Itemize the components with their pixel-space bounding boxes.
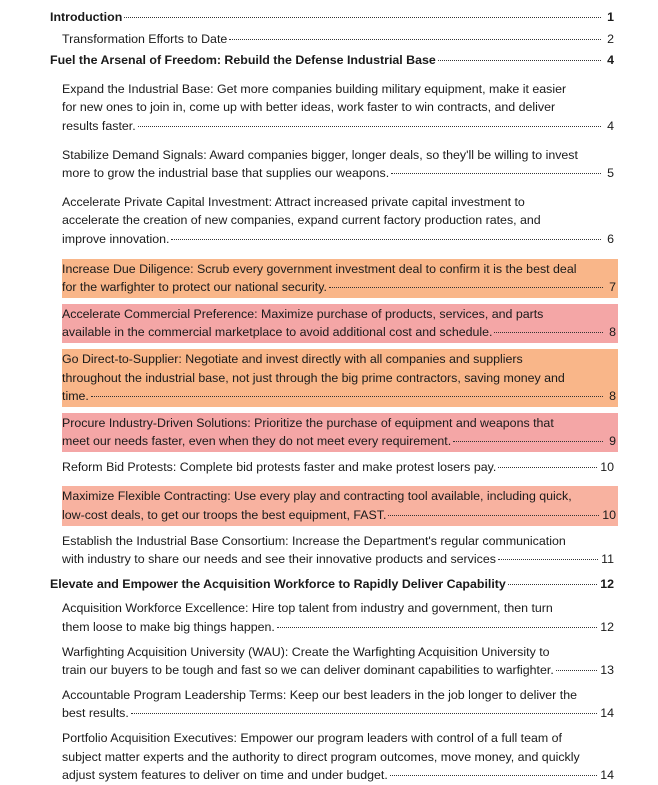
page-number: 9: [609, 434, 616, 449]
toc-entry-line: Increase Due Diligence: Scrub every government investment deal to confirm it is the best deal: [62, 261, 577, 276]
toc-entry-text: low-cost deals, to get our troops the best equipment, FAST.: [62, 508, 387, 523]
toc-entry-warfighting-acquisition-university[interactable]: [62, 643, 614, 680]
dot-leader: [124, 17, 601, 18]
toc-entry-text: results faster.: [62, 118, 136, 133]
dot-leader: [138, 126, 601, 127]
dot-leader: [438, 60, 601, 61]
toc-entry-text: best results.: [62, 706, 129, 721]
page-number: 14: [600, 768, 614, 783]
page-number: 12: [600, 620, 614, 635]
page-number: 2: [607, 31, 614, 46]
toc-entry-text: time.: [62, 389, 89, 404]
toc-entry-fuel-the-arsenal[interactable]: [50, 51, 614, 70]
dot-leader: [494, 332, 603, 333]
page-number: 8: [609, 325, 616, 340]
dot-leader: [91, 396, 603, 397]
toc-entry-elevate-and-empower[interactable]: [50, 575, 614, 594]
page-number: 11: [601, 552, 614, 567]
toc-entry-line: Procure Industry-Driven Solutions: Prioritize the purchase of equipment and weapons that: [62, 415, 554, 430]
toc-entry-text: Elevate and Empower the Acquisition Workforce to Rapidly Deliver Capability: [50, 576, 506, 591]
dot-leader: [556, 670, 597, 671]
page-number: 12: [600, 576, 614, 591]
toc-entry-line: Expand the Industrial Base: Get more companies building military equipment, make it easier: [62, 81, 567, 96]
dot-leader: [390, 775, 597, 776]
toc-entry-line: Accountable Program Leadership Terms: Keep our best leaders in the job longer to deliver the: [62, 687, 577, 702]
page-number: 13: [600, 663, 614, 678]
toc-entry-accelerate-commercial-preference[interactable]: [62, 304, 614, 343]
dot-leader: [171, 239, 601, 240]
toc-entry-line: accelerate the creation of new companies, expand current factory production rates, and: [62, 213, 541, 228]
page-number: 10: [600, 459, 614, 474]
toc-entry-maximize-flexible-contracting[interactable]: [62, 486, 614, 525]
dot-leader: [277, 627, 597, 628]
highlight: [62, 486, 618, 525]
toc-entry-accelerate-private-capital[interactable]: [62, 193, 614, 249]
dot-leader: [498, 559, 598, 560]
toc-entry-line: Establish the Industrial Base Consortium: Increase the Department's regular communication: [62, 533, 566, 548]
toc-entry-text: them loose to make big things happen.: [62, 620, 275, 635]
toc-entry-stabilize-demand-signals[interactable]: [62, 146, 614, 183]
toc-entry-reform-bid-protests[interactable]: [62, 458, 614, 477]
toc-entry-text: adjust system features to deliver on time and under budget.: [62, 768, 388, 783]
page-number: 8: [609, 389, 616, 404]
toc-entry-expand-industrial-base[interactable]: [62, 80, 614, 136]
toc-entry-line: Portfolio Acquisition Executives: Empower our program leaders with control of a full team of: [62, 731, 562, 745]
highlight: [62, 349, 618, 407]
dot-leader: [453, 441, 603, 442]
toc-entry-text: for the warfighter to protect our national security.: [62, 280, 327, 295]
dot-leader: [329, 287, 603, 288]
toc-entry-line: Accelerate Private Capital Investment: Attract increased private capital investment to: [62, 194, 525, 209]
toc-entry-text: available in the commercial marketplace to avoid additional cost and schedule.: [62, 325, 493, 340]
toc-entry-line: Stabilize Demand Signals: Award companies bigger, longer deals, so they'll be willing to invest: [62, 147, 578, 162]
dot-leader: [388, 515, 599, 516]
toc-entry-go-direct-to-supplier[interactable]: [62, 349, 614, 407]
highlight: [62, 259, 618, 298]
toc-entry-text: more to grow the industrial base that supplies our weapons.: [62, 166, 390, 181]
toc-entry-line: Go Direct-to-Supplier: Negotiate and invest directly with all companies and suppliers: [62, 351, 523, 366]
highlight: [62, 413, 618, 452]
toc-entry-industrial-base-consortium[interactable]: [62, 532, 614, 569]
dot-leader: [131, 713, 597, 714]
toc-entry-text: Transformation Efforts to Date: [62, 31, 228, 46]
page-number: 4: [607, 118, 614, 133]
toc-entry-text: with industry to share our needs and see their innovative products and services: [62, 552, 496, 567]
toc-entry-acquisition-workforce-excellence[interactable]: [62, 599, 614, 636]
toc-entry-text: Introduction: [50, 10, 123, 24]
toc-entry-text: Fuel the Arsenal of Freedom: Rebuild the Defense Industrial Base: [50, 53, 436, 68]
page-number: 5: [607, 166, 614, 181]
page-number: 14: [600, 706, 614, 721]
highlight: [62, 304, 618, 343]
dot-leader: [498, 467, 597, 468]
toc-entry-line: Warfighting Acquisition University (WAU): Create the Warfighting Acquisition University to: [62, 644, 550, 659]
toc-entry-text: meet our needs faster, even when they do not meet every requirement.: [62, 434, 452, 449]
toc-entry-line: Maximize Flexible Contracting: Use every play and contracting tool available, including quick,: [62, 489, 572, 504]
page-number: 7: [609, 280, 616, 295]
page-number: 1: [607, 10, 614, 24]
dot-leader: [508, 584, 597, 585]
dot-leader: [229, 39, 601, 40]
toc-entry-procure-industry-driven-solutions[interactable]: [62, 413, 614, 452]
toc-entry-line: subject matter experts and the authority to direct program outcomes, move money, and quickly: [62, 749, 580, 764]
toc-entry-line: for new ones to join in, come up with better ideas, work faster to win contracts, and deliver: [62, 100, 556, 115]
toc-entry-line: Acquisition Workforce Excellence: Hire top talent from industry and government, then turn: [62, 601, 553, 616]
toc-entry-text: improve innovation.: [62, 231, 170, 246]
toc-entry-line: throughout the industrial base, not just through the big prime contractors, saving money and: [62, 370, 565, 385]
page-number: 4: [607, 53, 614, 68]
toc-entry-portfolio-acquisition-executives[interactable]: [62, 729, 614, 785]
dot-leader: [391, 173, 601, 174]
page-number: 6: [607, 231, 614, 246]
toc-entry-text: Reform Bid Protests: Complete bid protests faster and make protest losers pay.: [62, 459, 497, 474]
toc-entry-introduction[interactable]: [50, 8, 614, 27]
toc-entry-line: Accelerate Commercial Preference: Maximize purchase of products, services, and parts: [62, 306, 544, 321]
toc-entry-increase-due-diligence[interactable]: [62, 259, 614, 298]
toc-entry-accountable-program-leadership[interactable]: [62, 686, 614, 723]
page-number: 10: [602, 508, 616, 523]
toc-entry-text: train our buyers to be tough and fast so we can deliver dominant capabilities to warfighter.: [62, 663, 554, 678]
toc-entry-transformation-efforts[interactable]: [62, 30, 614, 49]
